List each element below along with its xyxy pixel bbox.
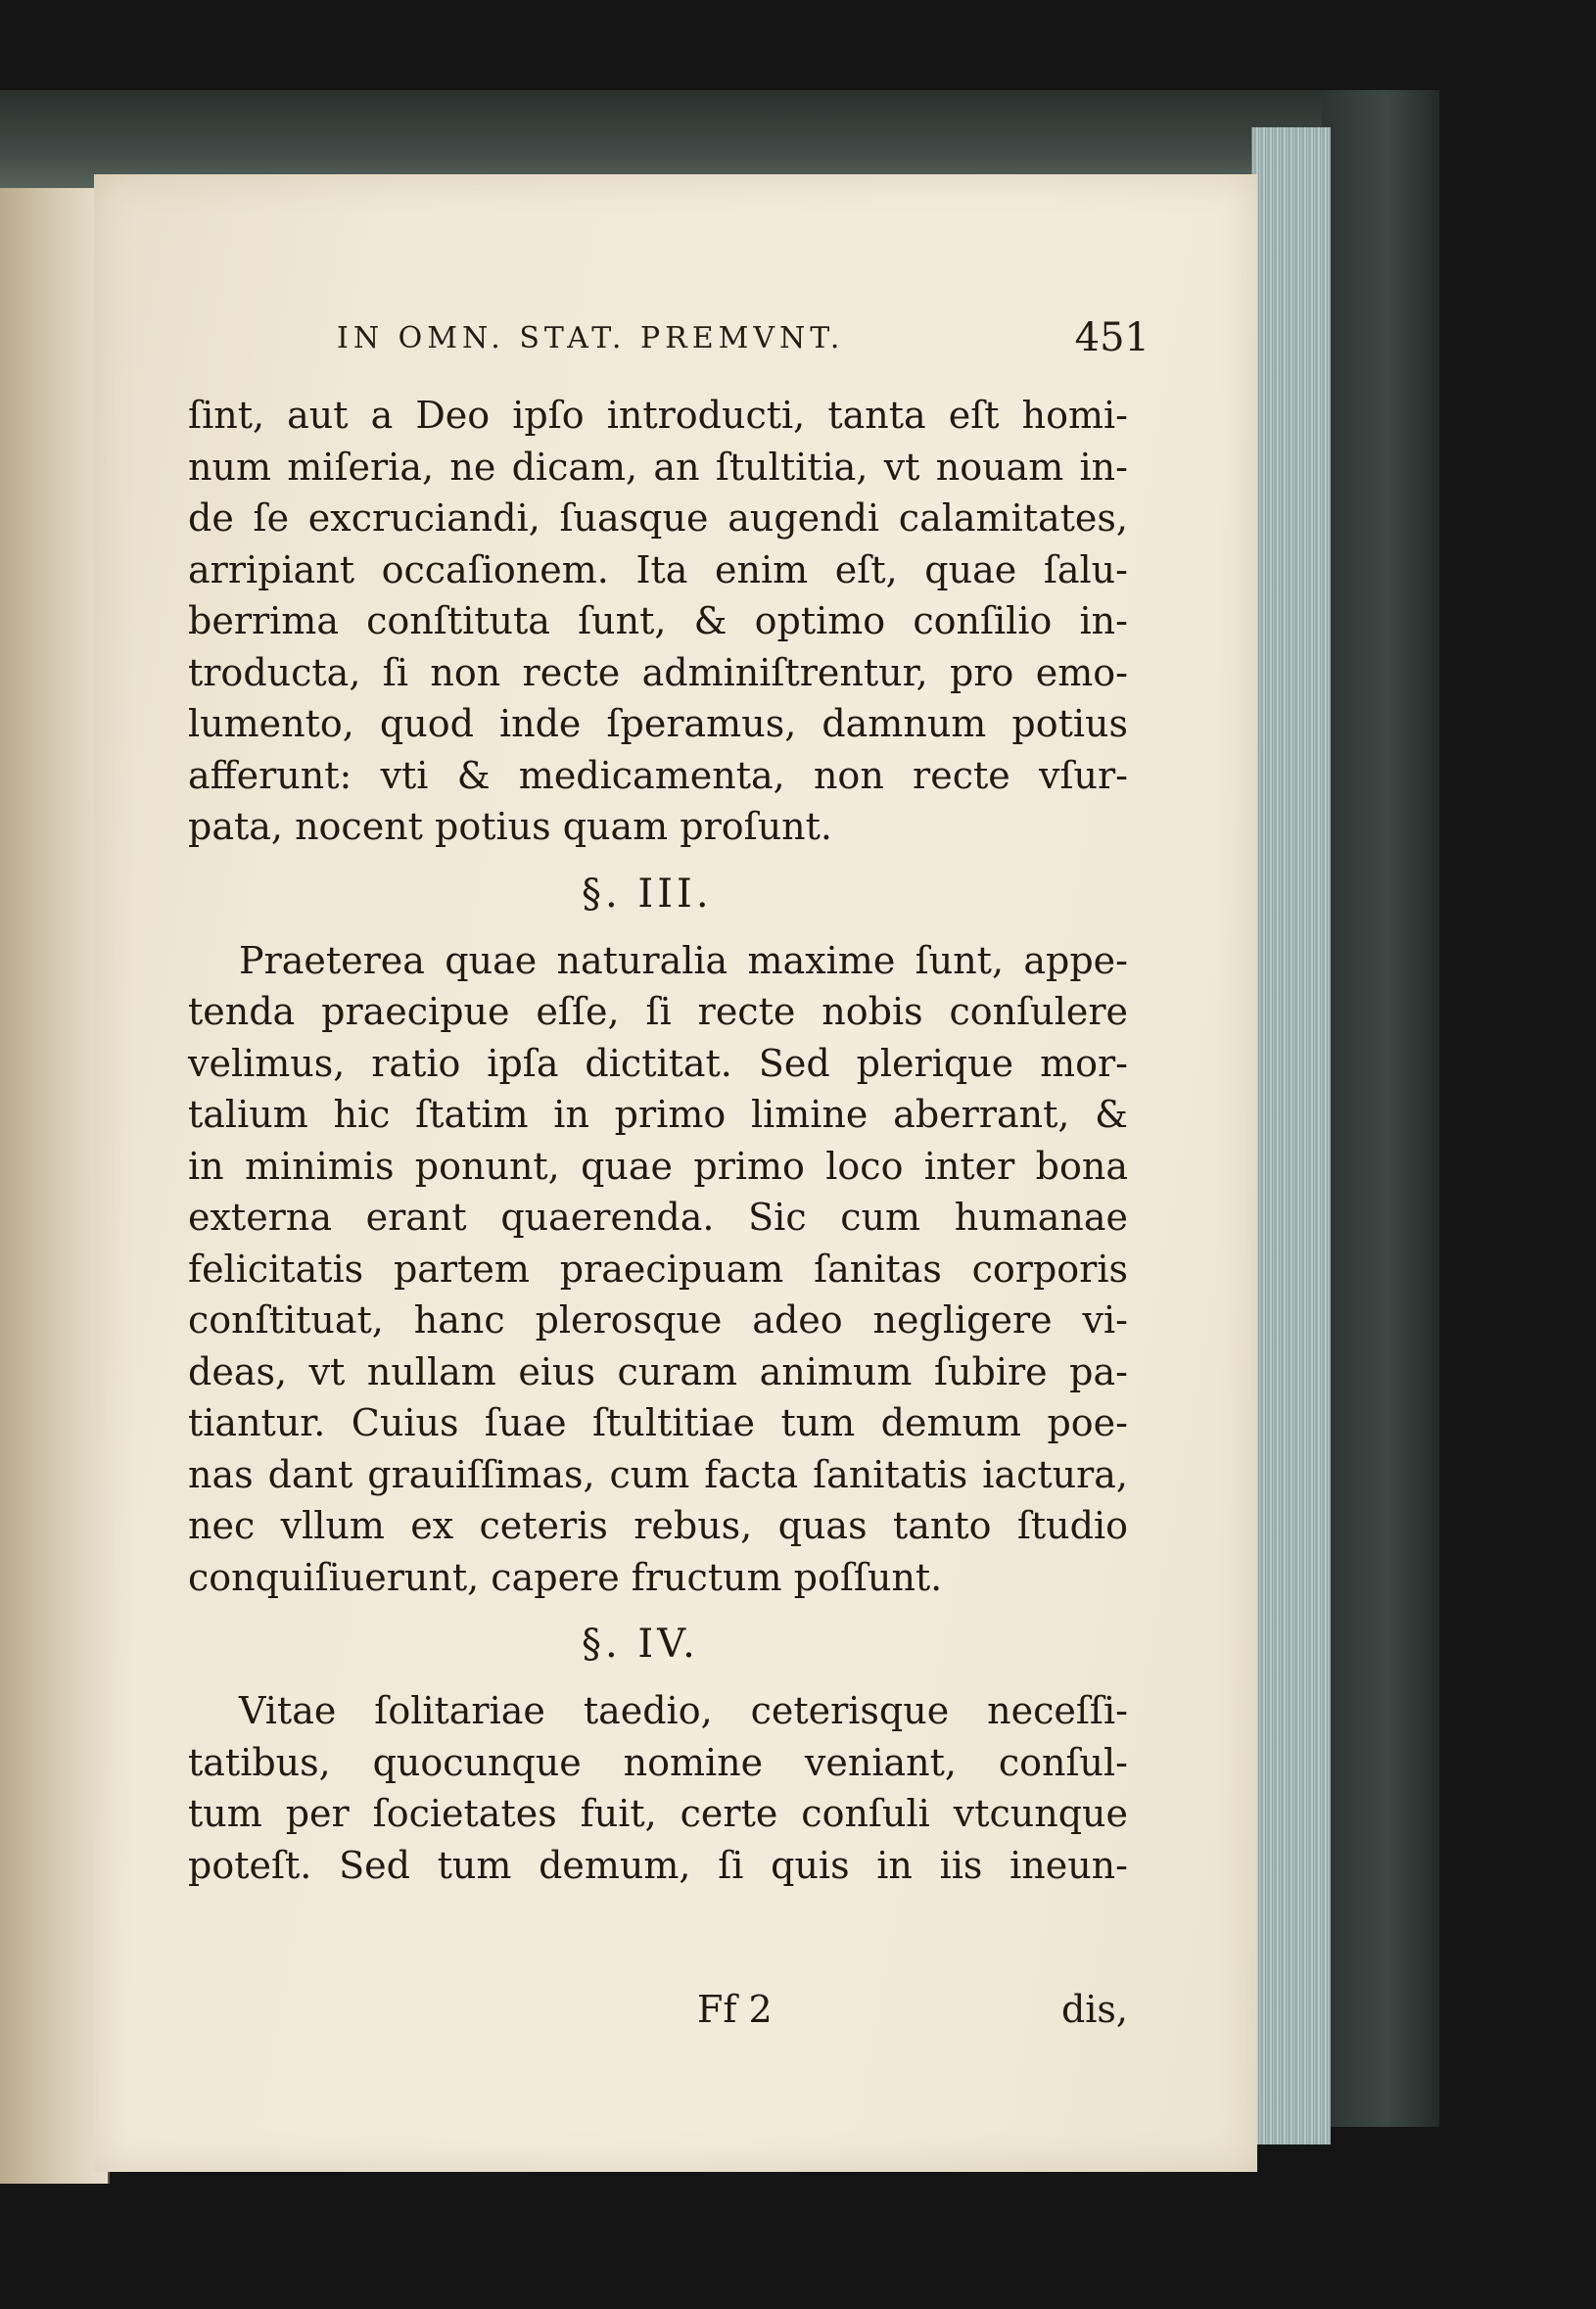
- text-line: nas dant grauiſſimas, cum facta ſanitatis iactura,: [188, 1452, 1128, 1496]
- text-line: conquiſiuerunt, capere fructum poſſunt.: [188, 1555, 943, 1599]
- text-line: num miſeria, ne dicam, an ſtultitia, vt nouam in-: [188, 445, 1128, 489]
- text-line: tum per ſocietates fuit, certe conſuli vtcunque: [188, 1792, 1128, 1835]
- text-line: tenda praecipue eſſe, ſi recte nobis conſulere: [188, 990, 1128, 1033]
- signature-mark: Ff 2: [697, 1988, 773, 2031]
- page-edges: [1251, 127, 1331, 2144]
- section-heading-3: §. III.: [582, 871, 713, 917]
- page-number: 451: [1074, 315, 1150, 360]
- text-line: Praeterea quae naturalia maxime ſunt, appe-: [239, 938, 1128, 982]
- page-footer: [188, 1988, 1128, 2047]
- text-line: nec vllum ex ceteris rebus, quas tanto ſtudio: [188, 1504, 1128, 1547]
- paragraph-2: [188, 935, 1128, 1604]
- text-line: Vitae ſolitariae taedio, ceterisque neceſſi-: [239, 1689, 1128, 1732]
- paragraph-1: [188, 390, 1128, 853]
- text-line: talium hic ſtatim in primo limine aberrant, &: [188, 1093, 1128, 1136]
- page-header: [337, 315, 1150, 380]
- text-line: tiantur. Cuius ſuae ſtultitiae tum demum poe-: [188, 1401, 1128, 1444]
- catchword: dis,: [1060, 1988, 1128, 2031]
- text-line: poteſt. Sed tum demum, ſi quis in iis ineun-: [188, 1843, 1128, 1887]
- text-line: felicitatis partem praecipuam ſanitas corporis: [188, 1247, 1128, 1291]
- text-line: in minimis ponunt, quae primo loco inter bona: [188, 1144, 1128, 1188]
- text-line: deas, vt nullam eius curam animum ſubire pa-: [188, 1349, 1128, 1393]
- paragraph-3: [188, 1685, 1128, 1891]
- text-line: pata, nocent potius quam proſunt.: [188, 805, 832, 848]
- body-text: [188, 390, 1128, 1891]
- book-cover-top: [0, 90, 1410, 188]
- text-line: tatibus, quocunque nomine veniant, conſul-: [188, 1740, 1128, 1784]
- running-head: IN OMN. STAT. PREMVNT.: [337, 321, 845, 355]
- section-heading-4: §. IV.: [582, 1622, 699, 1667]
- text-line: ſint, aut a Deo ipſo introducti, tanta eſt homi-: [188, 394, 1128, 437]
- text-line: arripiant occaſionem. Ita enim eſt, quae ſalu-: [188, 547, 1128, 591]
- text-line: troducta, ſi non recte adminiſtrentur, pro emo-: [188, 650, 1128, 694]
- text-line: lumento, quod inde ſperamus, damnum potius: [188, 702, 1128, 745]
- text-line: de ſe excruciandi, ſuasque augendi calamitates,: [188, 496, 1128, 540]
- text-line: berrima conſtituta ſunt, & optimo conſilio in-: [188, 599, 1128, 642]
- book-page: [94, 174, 1257, 2172]
- book-cover-right: [1322, 90, 1439, 2127]
- text-line: afferunt: vti & medicamenta, non recte vſur-: [188, 753, 1128, 797]
- text-line: velimus, ratio ipſa dictitat. Sed plerique mor-: [188, 1041, 1128, 1085]
- text-line: conſtituat, hanc plerosque adeo negligere vi-: [188, 1298, 1128, 1342]
- text-line: externa erant quaerenda. Sic cum humanae: [188, 1196, 1128, 1239]
